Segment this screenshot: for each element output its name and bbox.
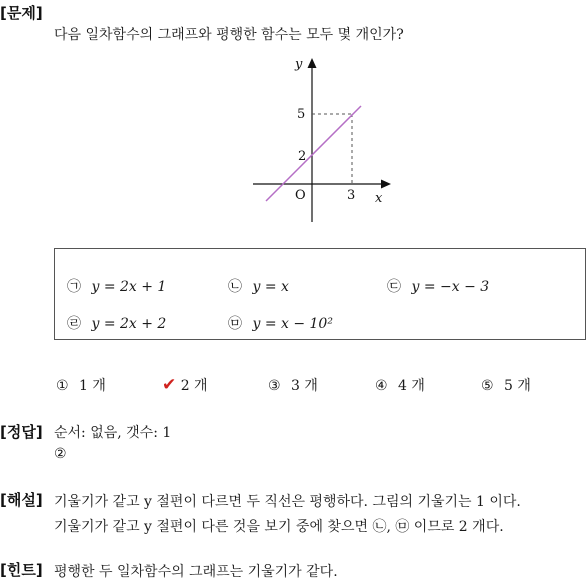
choices-box [54,248,586,340]
choice-equation: y = x − 10² [252,316,333,332]
explanation-line-2: 기울기가 같고 y 절편이 다른 것을 보기 중에 찾으면 ㉡, ㉤ 이므로 2 개다. [54,519,504,535]
origin-label: O [295,188,306,203]
choice-marker: ㉤ [228,316,242,332]
answer-line-1: 순서: 없음, 갯수: 1 [54,425,172,441]
option-label: 4 개 [398,378,425,394]
y-axis-arrow [308,58,317,68]
problem-tag: [문제] [0,4,43,22]
choice-equation: y = 2x + 2 [91,316,167,332]
hint-tag: [힌트] [0,561,43,579]
choice-equation: y = x [252,279,289,295]
choice-2 [228,276,289,296]
choice-marker: ㉡ [228,279,242,295]
option-3[interactable] [268,375,318,395]
answer-line-2: ② [54,446,67,462]
function-line [266,106,361,201]
option-label: 2 개 [180,378,208,394]
explanation-line-1: 기울기가 같고 y 절편이 다르면 두 직선은 평행하다. 그림의 기울기는 1 이다. [54,494,521,510]
choice-marker: ㉠ [67,279,81,295]
option-5[interactable] [481,375,531,395]
choice-equation: y = −x − 3 [411,279,490,295]
option-marker: ③ [268,378,281,394]
choice-equation: y = 2x + 1 [91,279,167,295]
option-marker: ⑤ [481,378,494,394]
checkmark-icon: ✔ [162,375,177,395]
choice-marker: ㉢ [387,279,401,295]
explanation-tag: [해설] [0,491,43,509]
hint-text: 평행한 두 일차함수의 그래프는 기울기가 같다. [54,564,338,580]
choice-1 [67,276,166,296]
question-text: 다음 일차함수의 그래프와 평행한 함수는 모두 몇 개인가? [54,27,404,43]
tick-label-y-5: 5 [297,107,306,122]
tick-label-y-2: 2 [298,149,307,164]
graph [245,52,405,227]
option-1[interactable] [56,375,106,395]
option-2[interactable] [162,375,208,395]
choice-5 [228,313,333,333]
tick-label-x-3: 3 [347,188,356,203]
option-label: 5 개 [504,378,531,394]
option-marker: ① [56,378,69,394]
x-axis-arrow [381,180,391,189]
option-label: 1 개 [79,378,106,394]
option-4[interactable] [375,375,425,395]
x-axis-label: x [375,191,383,206]
choice-marker: ㉣ [67,316,81,332]
choice-4 [67,313,166,333]
answer-tag: [정답] [0,423,43,441]
choice-3 [387,276,489,296]
y-axis-label: y [295,57,303,72]
option-label: 3 개 [291,378,318,394]
option-marker: ④ [375,378,388,394]
